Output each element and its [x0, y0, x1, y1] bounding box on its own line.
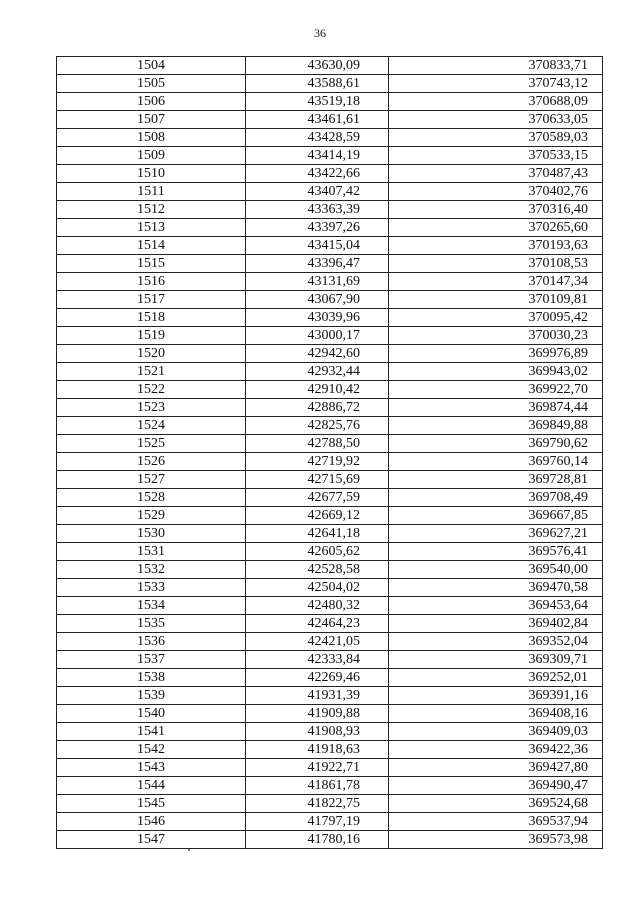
- y-coordinate-cell: 369760,14: [389, 453, 603, 471]
- table-row: [57, 129, 603, 147]
- x-coordinate-cell: 42480,32: [246, 597, 389, 615]
- point-number-cell: 1507: [57, 111, 246, 129]
- point-number-cell: 1528: [57, 489, 246, 507]
- y-coordinate-cell: 369728,81: [389, 471, 603, 489]
- point-number-cell: 1510: [57, 165, 246, 183]
- table-row: [57, 111, 603, 129]
- table-row: [57, 831, 603, 849]
- table-row: [57, 183, 603, 201]
- x-coordinate-cell: 43397,26: [246, 219, 389, 237]
- x-coordinate-cell: 41908,93: [246, 723, 389, 741]
- scan-speck: [188, 849, 190, 851]
- x-coordinate-cell: 41931,39: [246, 687, 389, 705]
- x-coordinate-cell: 42910,42: [246, 381, 389, 399]
- table-row: [57, 273, 603, 291]
- x-coordinate-cell: 41780,16: [246, 831, 389, 849]
- point-number-cell: 1523: [57, 399, 246, 417]
- x-coordinate-cell: 43039,96: [246, 309, 389, 327]
- x-coordinate-cell: 42605,62: [246, 543, 389, 561]
- table-row: [57, 363, 603, 381]
- table-row: [57, 651, 603, 669]
- x-coordinate-cell: 43131,69: [246, 273, 389, 291]
- x-coordinate-cell: 43519,18: [246, 93, 389, 111]
- y-coordinate-cell: 369470,58: [389, 579, 603, 597]
- point-number-cell: 1547: [57, 831, 246, 849]
- x-coordinate-cell: 42788,50: [246, 435, 389, 453]
- y-coordinate-cell: 370833,71: [389, 57, 603, 75]
- table-row: [57, 759, 603, 777]
- point-number-cell: 1517: [57, 291, 246, 309]
- point-number-cell: 1534: [57, 597, 246, 615]
- y-coordinate-cell: 369576,41: [389, 543, 603, 561]
- x-coordinate-cell: 42421,05: [246, 633, 389, 651]
- point-number-cell: 1543: [57, 759, 246, 777]
- y-coordinate-cell: 369408,16: [389, 705, 603, 723]
- table-row: [57, 507, 603, 525]
- y-coordinate-cell: 370265,60: [389, 219, 603, 237]
- x-coordinate-cell: 42641,18: [246, 525, 389, 543]
- y-coordinate-cell: 369573,98: [389, 831, 603, 849]
- coordinates-table: [56, 56, 603, 849]
- table-row: [57, 417, 603, 435]
- point-number-cell: 1513: [57, 219, 246, 237]
- x-coordinate-cell: 42333,84: [246, 651, 389, 669]
- table-row: [57, 489, 603, 507]
- x-coordinate-cell: 41822,75: [246, 795, 389, 813]
- table-row: [57, 777, 603, 795]
- point-number-cell: 1524: [57, 417, 246, 435]
- table-row: [57, 453, 603, 471]
- table-row: [57, 219, 603, 237]
- x-coordinate-cell: 43588,61: [246, 75, 389, 93]
- y-coordinate-cell: 370193,63: [389, 237, 603, 255]
- x-coordinate-cell: 43407,42: [246, 183, 389, 201]
- y-coordinate-cell: 370589,03: [389, 129, 603, 147]
- y-coordinate-cell: 369352,04: [389, 633, 603, 651]
- x-coordinate-cell: 41861,78: [246, 777, 389, 795]
- y-coordinate-cell: 370743,12: [389, 75, 603, 93]
- table-row: [57, 471, 603, 489]
- y-coordinate-cell: 369537,94: [389, 813, 603, 831]
- coordinates-table-body: [57, 57, 603, 849]
- point-number-cell: 1542: [57, 741, 246, 759]
- table-row: [57, 813, 603, 831]
- x-coordinate-cell: 42504,02: [246, 579, 389, 597]
- table-row: [57, 165, 603, 183]
- table-row: [57, 579, 603, 597]
- point-number-cell: 1506: [57, 93, 246, 111]
- point-number-cell: 1515: [57, 255, 246, 273]
- table-row: [57, 345, 603, 363]
- x-coordinate-cell: 43415,04: [246, 237, 389, 255]
- table-row: [57, 795, 603, 813]
- point-number-cell: 1512: [57, 201, 246, 219]
- y-coordinate-cell: 370316,40: [389, 201, 603, 219]
- y-coordinate-cell: 370147,34: [389, 273, 603, 291]
- y-coordinate-cell: 370633,05: [389, 111, 603, 129]
- point-number-cell: 1532: [57, 561, 246, 579]
- y-coordinate-cell: 369667,85: [389, 507, 603, 525]
- point-number-cell: 1525: [57, 435, 246, 453]
- table-row: [57, 381, 603, 399]
- table-row: [57, 687, 603, 705]
- y-coordinate-cell: 370095,42: [389, 309, 603, 327]
- table-row: [57, 75, 603, 93]
- y-coordinate-cell: 369849,88: [389, 417, 603, 435]
- x-coordinate-cell: 43396,47: [246, 255, 389, 273]
- table-row: [57, 291, 603, 309]
- table-row: [57, 309, 603, 327]
- y-coordinate-cell: 369490,47: [389, 777, 603, 795]
- x-coordinate-cell: 42715,69: [246, 471, 389, 489]
- x-coordinate-cell: 41918,63: [246, 741, 389, 759]
- point-number-cell: 1533: [57, 579, 246, 597]
- point-number-cell: 1531: [57, 543, 246, 561]
- point-number-cell: 1545: [57, 795, 246, 813]
- point-number-cell: 1544: [57, 777, 246, 795]
- x-coordinate-cell: 42932,44: [246, 363, 389, 381]
- x-coordinate-cell: 43000,17: [246, 327, 389, 345]
- point-number-cell: 1535: [57, 615, 246, 633]
- point-number-cell: 1538: [57, 669, 246, 687]
- x-coordinate-cell: 42669,12: [246, 507, 389, 525]
- y-coordinate-cell: 369409,03: [389, 723, 603, 741]
- table-row: [57, 633, 603, 651]
- x-coordinate-cell: 43422,66: [246, 165, 389, 183]
- y-coordinate-cell: 369391,16: [389, 687, 603, 705]
- y-coordinate-cell: 370402,76: [389, 183, 603, 201]
- y-coordinate-cell: 369790,62: [389, 435, 603, 453]
- x-coordinate-cell: 42528,58: [246, 561, 389, 579]
- y-coordinate-cell: 370487,43: [389, 165, 603, 183]
- x-coordinate-cell: 42269,46: [246, 669, 389, 687]
- y-coordinate-cell: 370688,09: [389, 93, 603, 111]
- point-number-cell: 1504: [57, 57, 246, 75]
- y-coordinate-cell: 370030,23: [389, 327, 603, 345]
- table-row: [57, 561, 603, 579]
- table-row: [57, 255, 603, 273]
- table-row: [57, 435, 603, 453]
- point-number-cell: 1511: [57, 183, 246, 201]
- table-row: [57, 615, 603, 633]
- point-number-cell: 1509: [57, 147, 246, 165]
- table-row: [57, 237, 603, 255]
- x-coordinate-cell: 42942,60: [246, 345, 389, 363]
- table-row: [57, 399, 603, 417]
- point-number-cell: 1520: [57, 345, 246, 363]
- point-number-cell: 1537: [57, 651, 246, 669]
- y-coordinate-cell: 369627,21: [389, 525, 603, 543]
- point-number-cell: 1519: [57, 327, 246, 345]
- point-number-cell: 1536: [57, 633, 246, 651]
- table-row: [57, 93, 603, 111]
- y-coordinate-cell: 369874,44: [389, 399, 603, 417]
- x-coordinate-cell: 43067,90: [246, 291, 389, 309]
- point-number-cell: 1518: [57, 309, 246, 327]
- y-coordinate-cell: 369943,02: [389, 363, 603, 381]
- point-number-cell: 1529: [57, 507, 246, 525]
- point-number-cell: 1539: [57, 687, 246, 705]
- y-coordinate-cell: 369708,49: [389, 489, 603, 507]
- x-coordinate-cell: 43428,59: [246, 129, 389, 147]
- x-coordinate-cell: 42886,72: [246, 399, 389, 417]
- x-coordinate-cell: 43414,19: [246, 147, 389, 165]
- point-number-cell: 1530: [57, 525, 246, 543]
- y-coordinate-cell: 369422,36: [389, 741, 603, 759]
- table-row: [57, 669, 603, 687]
- x-coordinate-cell: 42464,23: [246, 615, 389, 633]
- table-row: [57, 723, 603, 741]
- y-coordinate-cell: 370109,81: [389, 291, 603, 309]
- table-row: [57, 741, 603, 759]
- y-coordinate-cell: 370108,53: [389, 255, 603, 273]
- table-row: [57, 201, 603, 219]
- point-number-cell: 1522: [57, 381, 246, 399]
- point-number-cell: 1527: [57, 471, 246, 489]
- y-coordinate-cell: 369976,89: [389, 345, 603, 363]
- x-coordinate-cell: 43630,09: [246, 57, 389, 75]
- table-row: [57, 705, 603, 723]
- y-coordinate-cell: 370533,15: [389, 147, 603, 165]
- y-coordinate-cell: 369540,00: [389, 561, 603, 579]
- table-row: [57, 525, 603, 543]
- table-row: [57, 147, 603, 165]
- table-row: [57, 597, 603, 615]
- y-coordinate-cell: 369402,84: [389, 615, 603, 633]
- y-coordinate-cell: 369922,70: [389, 381, 603, 399]
- y-coordinate-cell: 369427,80: [389, 759, 603, 777]
- page-number: 36: [314, 26, 326, 40]
- point-number-cell: 1521: [57, 363, 246, 381]
- y-coordinate-cell: 369252,01: [389, 669, 603, 687]
- x-coordinate-cell: 41797,19: [246, 813, 389, 831]
- point-number-cell: 1540: [57, 705, 246, 723]
- point-number-cell: 1516: [57, 273, 246, 291]
- point-number-cell: 1514: [57, 237, 246, 255]
- x-coordinate-cell: 42825,76: [246, 417, 389, 435]
- x-coordinate-cell: 42677,59: [246, 489, 389, 507]
- point-number-cell: 1541: [57, 723, 246, 741]
- y-coordinate-cell: 369309,71: [389, 651, 603, 669]
- point-number-cell: 1526: [57, 453, 246, 471]
- table-row: [57, 57, 603, 75]
- y-coordinate-cell: 369453,64: [389, 597, 603, 615]
- point-number-cell: 1508: [57, 129, 246, 147]
- point-number-cell: 1505: [57, 75, 246, 93]
- x-coordinate-cell: 43461,61: [246, 111, 389, 129]
- table-row: [57, 543, 603, 561]
- x-coordinate-cell: 42719,92: [246, 453, 389, 471]
- table-row: [57, 327, 603, 345]
- y-coordinate-cell: 369524,68: [389, 795, 603, 813]
- x-coordinate-cell: 41909,88: [246, 705, 389, 723]
- x-coordinate-cell: 41922,71: [246, 759, 389, 777]
- x-coordinate-cell: 43363,39: [246, 201, 389, 219]
- point-number-cell: 1546: [57, 813, 246, 831]
